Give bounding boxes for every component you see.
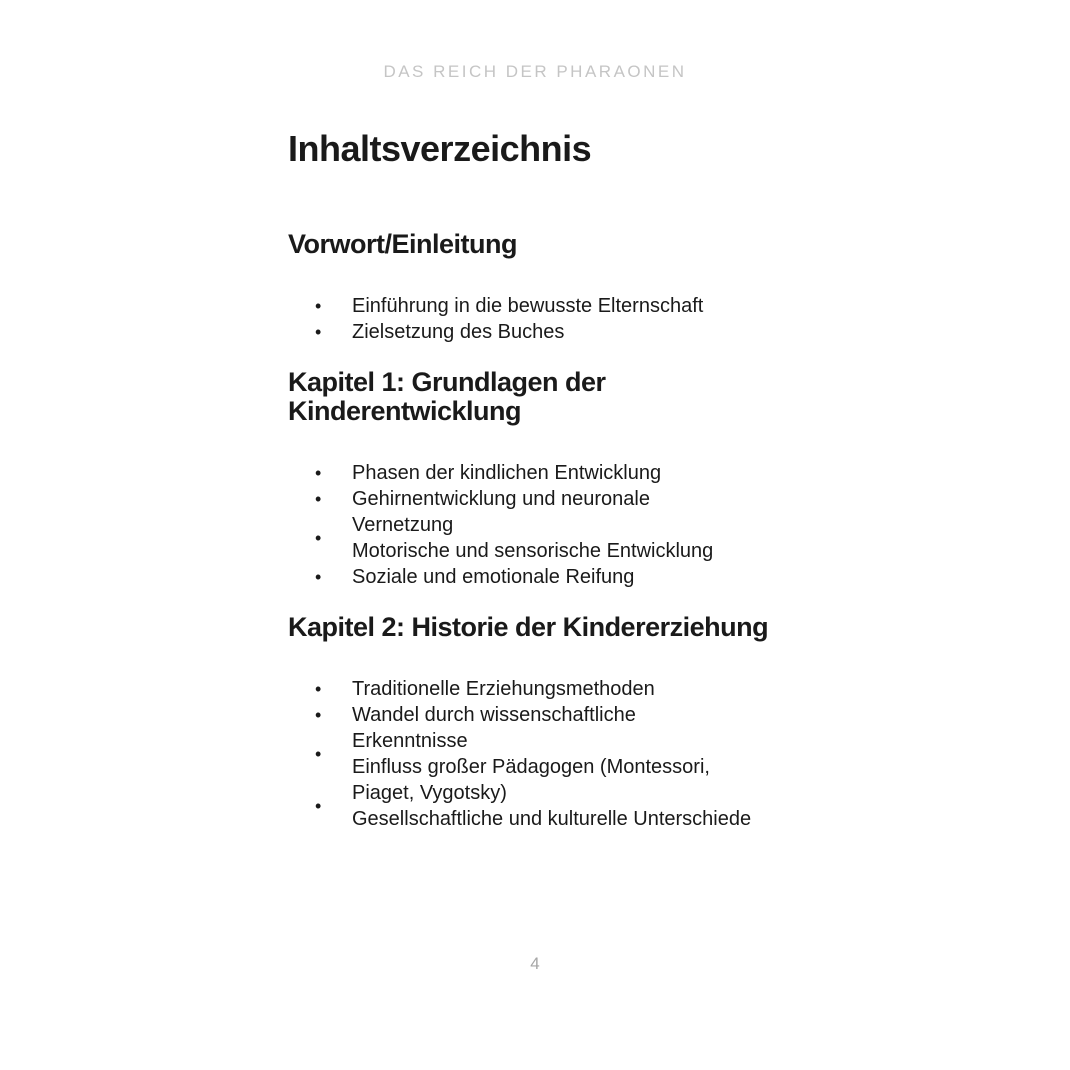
running-head: DAS REICH DER PHARAONEN (383, 62, 687, 81)
text-line: Einfluss großer Pädagogen (Montessori, (352, 756, 710, 778)
list-item (288, 486, 848, 512)
bullet-list (288, 676, 848, 832)
section-heading (288, 230, 848, 259)
section-heading (288, 368, 848, 426)
bullet-list (288, 460, 848, 590)
text-line: Zielsetzung des Buches (352, 321, 565, 343)
bullet-icon: • (315, 796, 322, 816)
list-item (288, 460, 848, 486)
text-line: Erkenntnisse (352, 730, 468, 752)
list-item-text (352, 702, 848, 728)
toc-sections (288, 230, 848, 832)
list-item-text (352, 728, 848, 780)
heading-line: Kapitel 2: Historie der Kindererziehung (288, 612, 769, 642)
text-line: Phasen der kindlichen Entwicklung (352, 462, 662, 484)
heading-line: Kapitel 1: Grundlagen der (288, 367, 606, 397)
list-item-text (352, 780, 848, 832)
text-line: Piaget, Vygotsky) (352, 782, 507, 804)
list-item-text (352, 486, 848, 512)
text-line: Wandel durch wissenschaftliche (352, 704, 636, 726)
bullet-icon: • (315, 322, 322, 342)
list-item (288, 728, 848, 780)
text-line: Soziale und emotionale Reifung (352, 566, 635, 588)
bullet-icon: • (315, 489, 322, 509)
list-item (288, 564, 848, 590)
text-line: Vernetzung (352, 514, 454, 536)
text-line: Traditionelle Erziehungsmethoden (352, 678, 655, 700)
list-item (288, 780, 848, 832)
page-number: 4 (530, 954, 540, 973)
heading-line: Kinderentwicklung (288, 396, 522, 426)
list-item (288, 319, 848, 345)
toc-section (288, 613, 848, 832)
bullet-icon: • (315, 705, 322, 725)
list-item-text (352, 676, 848, 702)
list-item (288, 702, 848, 728)
bullet-icon: • (315, 679, 322, 699)
text-line: Einführung in die bewusste Elternschaft (352, 295, 704, 317)
text-line: Gehirnentwicklung und neuronale (352, 488, 650, 510)
text-line: Motorische und sensorische Entwicklung (352, 540, 714, 562)
bullet-icon: • (315, 744, 322, 764)
bullet-icon: • (315, 528, 322, 548)
toc-section (288, 368, 848, 590)
page-content (288, 128, 848, 832)
list-item-text (352, 460, 848, 486)
list-item (288, 512, 848, 564)
list-item-text (352, 293, 848, 319)
bullet-list (288, 293, 848, 345)
text-line: Gesellschaftliche und kulturelle Unterschiede (352, 808, 752, 830)
toc-section (288, 230, 848, 345)
bullet-icon: • (315, 296, 322, 316)
list-item-text (352, 564, 848, 590)
bullet-icon: • (315, 567, 322, 587)
bullet-icon: • (315, 463, 322, 483)
list-item-text (352, 319, 848, 345)
list-item-text (352, 512, 848, 564)
list-item (288, 293, 848, 319)
list-item (288, 676, 848, 702)
section-heading (288, 613, 848, 642)
page-title: Inhaltsverzeichnis (288, 128, 592, 169)
heading-line: Vorwort/Einleitung (288, 229, 517, 259)
